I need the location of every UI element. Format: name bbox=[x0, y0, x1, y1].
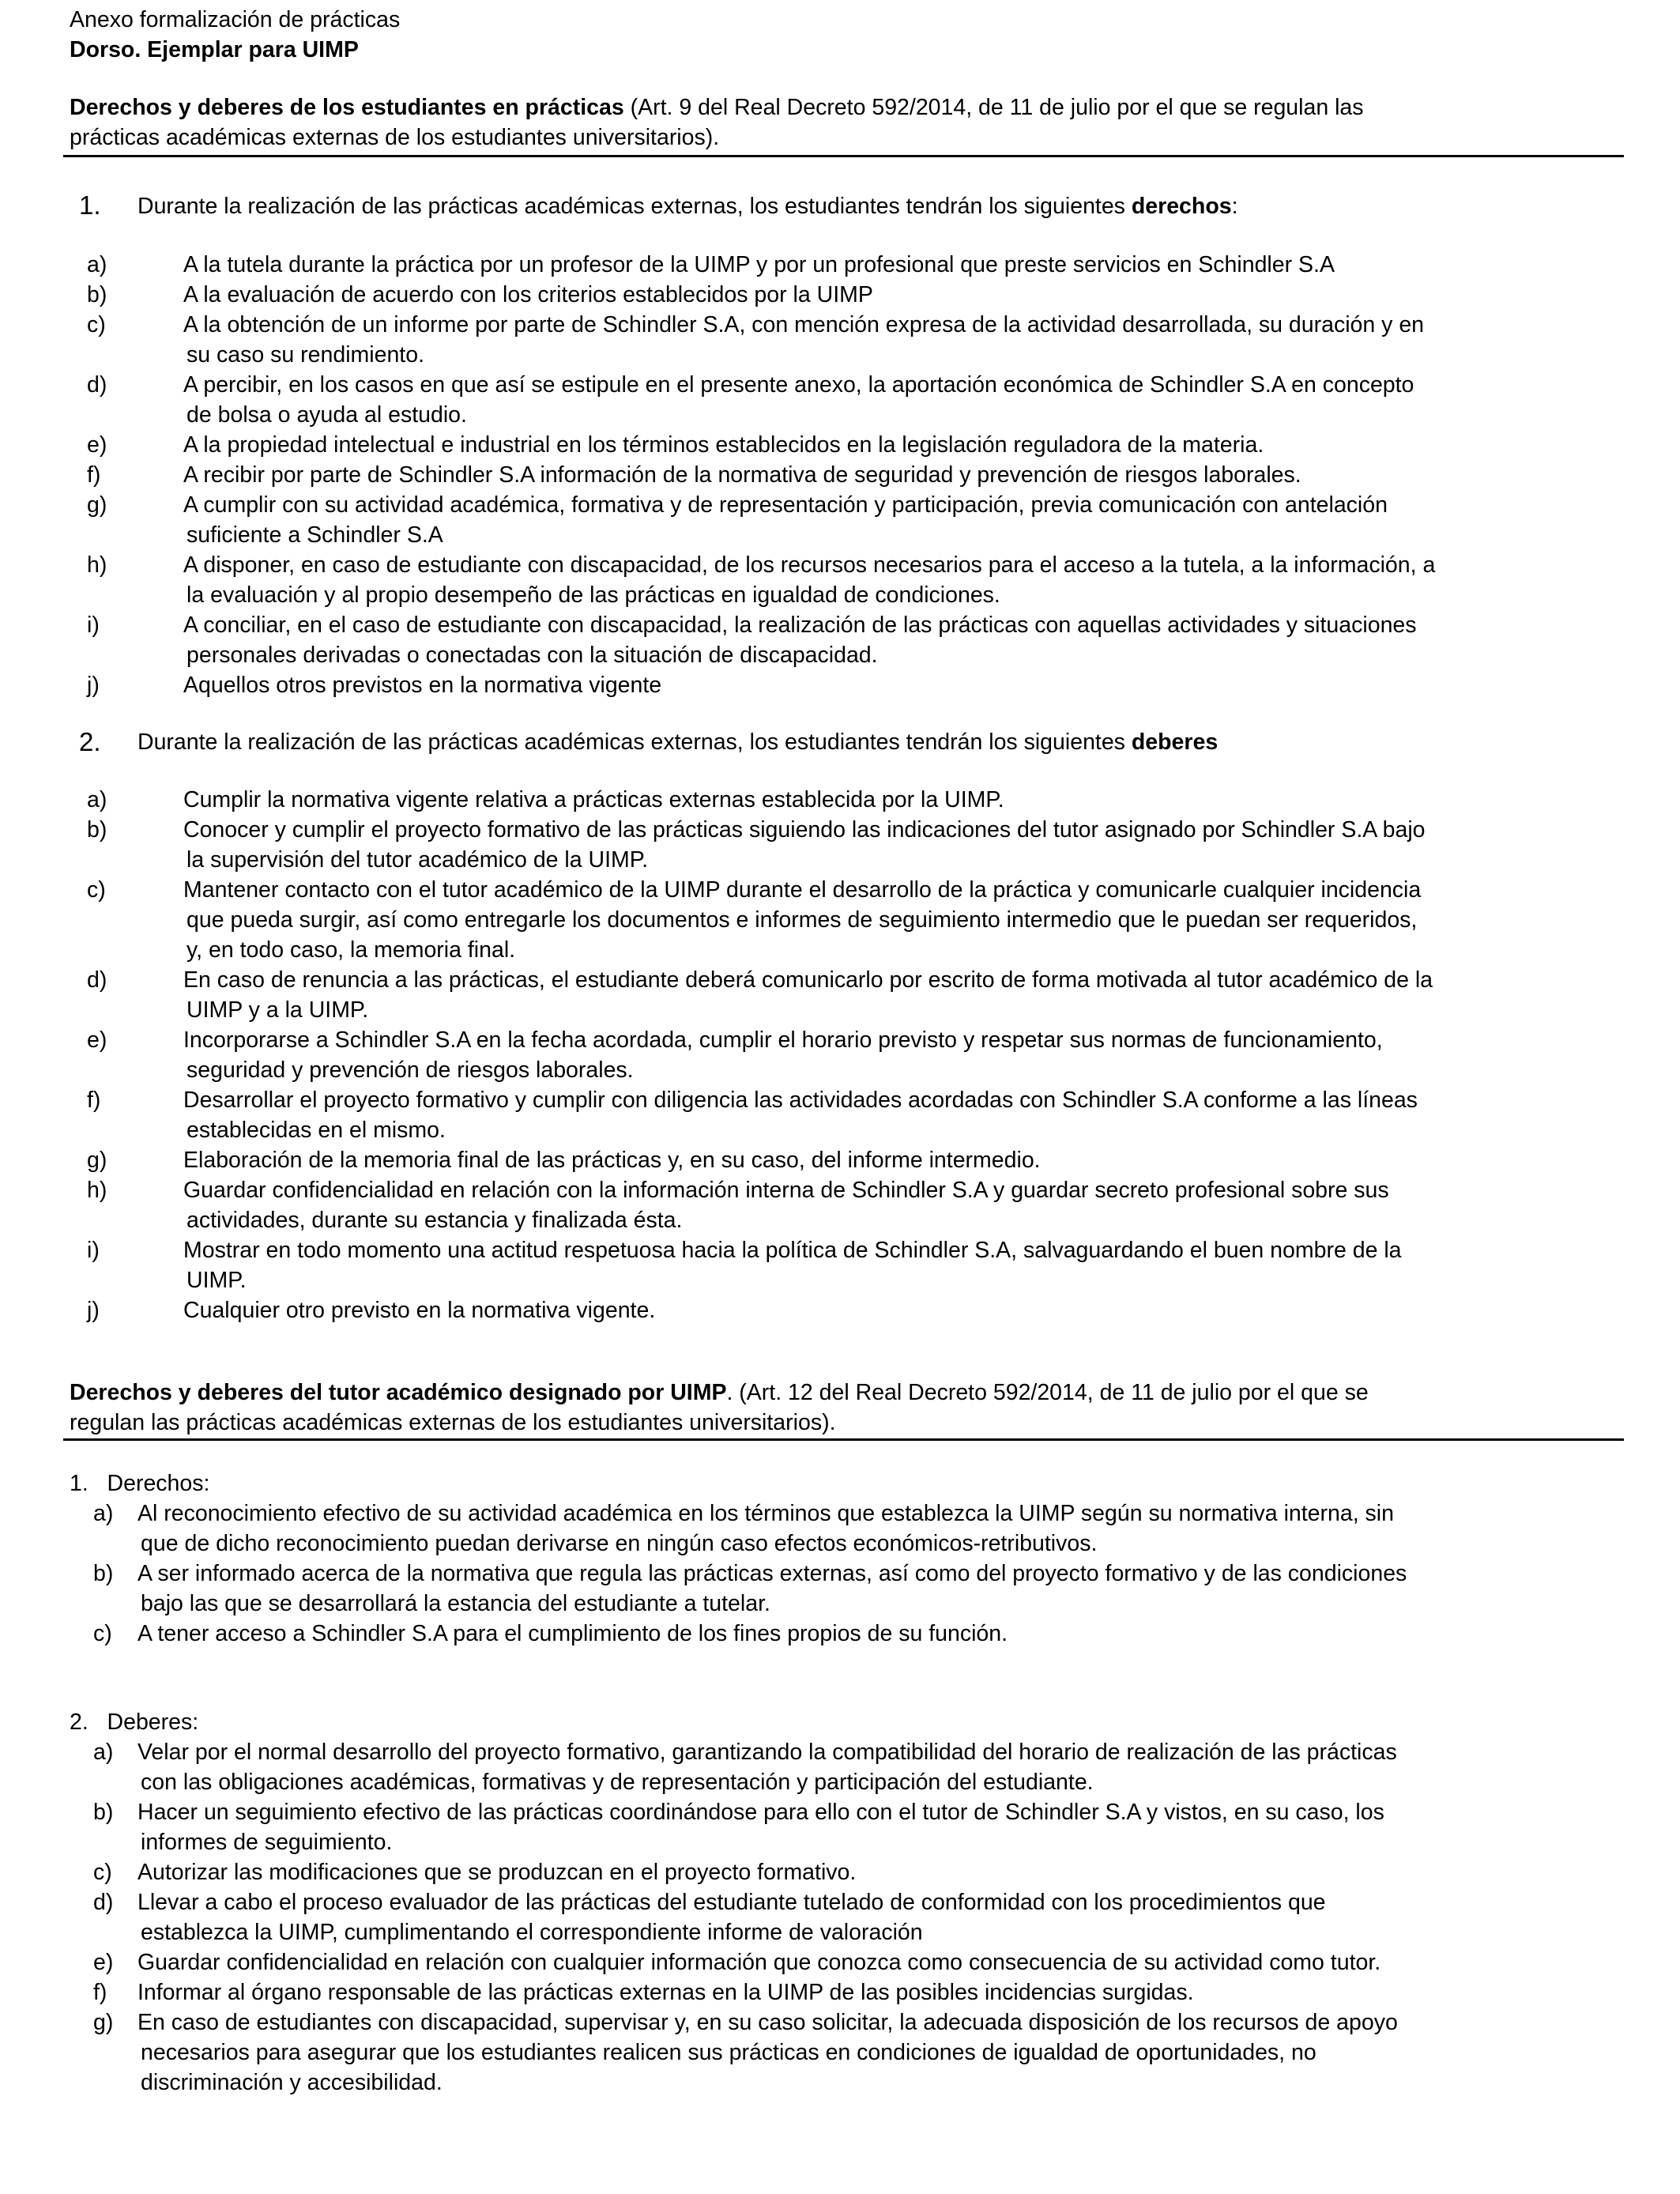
student-right-item-text: de bolsa o ayuda al estudio. bbox=[186, 402, 467, 428]
student-duty-item-text: UIMP. bbox=[186, 1268, 247, 1293]
student-duty-item-text: Elaboración de la memoria final de las prácticas y, en su caso, del informe intermedio. bbox=[183, 1148, 1041, 1173]
tutor-duty-item-label: e) bbox=[93, 1950, 114, 1975]
tutor-duty-item-text: Autorizar las modificaciones que se produzcan en el proyecto formativo. bbox=[137, 1860, 857, 1885]
section2-title-rest: . (Art. 12 del Real Decreto 592/2014, de 11 de julio por el que se bbox=[726, 1380, 1369, 1405]
student-duty-item-text: Cumplir la normativa vigente relativa a prácticas externas establecida por la UIMP. bbox=[183, 787, 1004, 812]
student-duty-item-text: Guardar confidencialidad en relación con la información interna de Schindler S.A y guardar secreto profesional sobre sus bbox=[183, 1178, 1389, 1203]
student-right-item-label: c) bbox=[87, 312, 106, 337]
student-duty-item-label: g) bbox=[87, 1148, 107, 1173]
section2-title bbox=[70, 1378, 1369, 1408]
tutor-right-item-text: A ser informado acerca de la normativa que regula las prácticas externas, así como del proyecto formativo y de las condiciones bbox=[137, 1561, 1407, 1586]
section1-title-line2: prácticas académicas externas de los estudiantes universitarios). bbox=[70, 125, 720, 150]
student-duty-item-label: j) bbox=[87, 1298, 100, 1323]
student-duty-item-text: En caso de renuncia a las prácticas, el estudiante deberá comunicarlo por escrito de forma motivada al tutor académico de la bbox=[183, 967, 1433, 993]
section1-divider bbox=[63, 155, 1624, 157]
student-duty-item-text: seguridad y prevención de riesgos laborales. bbox=[186, 1057, 634, 1083]
student-duty-item-text: Mostrar en todo momento una actitud respetuosa hacia la política de Schindler S.A, salvaguardando el buen nombre de la bbox=[183, 1238, 1402, 1263]
section2-title-line2: regulan las prácticas académicas externas de los estudiantes universitarios). bbox=[70, 1410, 836, 1435]
section1-part2-intro-text: Durante la realización de las prácticas académicas externas, los estudiantes tendrán los siguientes bbox=[137, 729, 1132, 755]
student-right-item-label: h) bbox=[87, 552, 107, 578]
tutor-duty-item-label: f) bbox=[93, 1980, 107, 2005]
header-annex-title: Anexo formalización de prácticas bbox=[70, 7, 401, 32]
section1-part2-number: 2. bbox=[79, 727, 101, 756]
student-right-item-text: A disponer, en caso de estudiante con discapacidad, de los recursos necesarios para el acceso a la tutela, a la información, a bbox=[183, 552, 1436, 578]
student-right-item-text: Aquellos otros previstos en la normativa vigente bbox=[183, 673, 662, 698]
student-right-item-text: A la propiedad intelectual e industrial en los términos establecidos en la legislación reguladora de la materia. bbox=[183, 432, 1264, 458]
student-right-item-text: suficiente a Schindler S.A bbox=[186, 522, 443, 548]
section2-divider bbox=[63, 1438, 1624, 1441]
tutor-duty-item-text: Hacer un seguimiento efectivo de las prácticas coordinándose para ello con el tutor de Schindler S.A y vistos, en su caso, los bbox=[137, 1800, 1384, 1825]
section1-title-bold: Derechos y deberes de los estudiantes en prácticas bbox=[70, 95, 624, 120]
tutor-right-item-text: bajo las que se desarrollará la estancia del estudiante a tutelar. bbox=[141, 1591, 770, 1616]
student-duty-item-label: c) bbox=[87, 877, 106, 903]
student-duty-item-text: Cualquier otro previsto en la normativa vigente. bbox=[183, 1298, 656, 1323]
student-duty-item-text: Conocer y cumplir el proyecto formativo de las prácticas siguiendo las indicaciones del tutor asignado por Schindler S.A bajo bbox=[183, 817, 1426, 843]
tutor-duty-item-text: Velar por el normal desarrollo del proyecto formativo, garantizando la compatibilidad del horario de realización de las prácticas bbox=[137, 1740, 1397, 1765]
section1-part1-number: 1. bbox=[79, 190, 101, 220]
student-right-item-label: a) bbox=[87, 252, 107, 277]
section1-part1-intro-text: Durante la realización de las prácticas académicas externas, los estudiantes tendrán los siguientes bbox=[137, 194, 1132, 219]
tutor-duty-item-text: Llevar a cabo el proceso evaluador de las prácticas del estudiante tutelado de conformidad con los procedimientos que bbox=[137, 1890, 1326, 1915]
tutor-duty-item-text: con las obligaciones académicas, formativas y de representación y participación del estudiante. bbox=[141, 1770, 1094, 1795]
student-right-item-text: A la obtención de un informe por parte de Schindler S.A, con mención expresa de la actividad desarrollada, su duración y en bbox=[183, 312, 1425, 337]
student-right-item-text: personales derivadas o conectadas con la situación de discapacidad. bbox=[186, 643, 878, 668]
student-right-item-label: f) bbox=[87, 462, 101, 488]
student-duty-item-text: Incorporarse a Schindler S.A en la fecha acordada, cumplir el horario previsto y respetar sus normas de funcionamiento, bbox=[183, 1027, 1383, 1053]
student-right-item-label: g) bbox=[87, 492, 107, 518]
student-right-item-label: j) bbox=[87, 673, 100, 698]
student-right-item-label: i) bbox=[87, 613, 100, 638]
student-right-item-text: A conciliar, en el caso de estudiante con discapacidad, la realización de las prácticas con aquellas actividades y situaciones bbox=[183, 613, 1417, 638]
tutor-duty-item-text: En caso de estudiantes con discapacidad, supervisar y, en su caso solicitar, la adecuada disposición de los recursos de apoyo bbox=[137, 2010, 1398, 2035]
tutor-duty-item-label: g) bbox=[93, 2010, 114, 2035]
student-duty-item-text: Mantener contacto con el tutor académico de la UIMP durante el desarrollo de la práctica y comunicarle cualquier incidencia bbox=[183, 877, 1422, 903]
section1-part1-intro-bold: derechos bbox=[1131, 194, 1232, 219]
section1-part2-intro bbox=[137, 727, 1218, 757]
student-duty-item-label: b) bbox=[87, 817, 107, 843]
tutor-right-item-label: c) bbox=[93, 1621, 112, 1646]
tutor-duty-item-label: c) bbox=[93, 1860, 112, 1885]
tutor-duty-item-text: necesarios para asegurar que los estudiantes realicen sus prácticas en condiciones de igualdad de oportunidades, no bbox=[141, 2040, 1317, 2065]
tutor-duty-item-text: discriminación y accesibilidad. bbox=[141, 2070, 443, 2095]
tutor-duty-item-label: a) bbox=[93, 1740, 114, 1765]
tutor-right-item-label: a) bbox=[93, 1501, 114, 1526]
student-right-item-text: A la evaluación de acuerdo con los criterios establecidos por la UIMP bbox=[183, 282, 873, 307]
tutor-right-item-text: A tener acceso a Schindler S.A para el cumplimiento de los fines propios de su función. bbox=[137, 1621, 1008, 1646]
tutor-duty-item-text: Informar al órgano responsable de las prácticas externas en la UIMP de las posibles incidencias surgidas. bbox=[137, 1980, 1194, 2005]
student-duty-item-label: h) bbox=[87, 1178, 107, 1203]
student-right-item-label: e) bbox=[87, 432, 107, 458]
section2-rights-heading: 1. Derechos: bbox=[70, 1471, 210, 1496]
tutor-duty-item-text: Guardar confidencialidad en relación con cualquier información que conozca como consecuencia de su actividad como tutor. bbox=[137, 1950, 1381, 1975]
section1-part2-intro-bold: deberes bbox=[1131, 729, 1219, 755]
student-duty-item-text: la supervisión del tutor académico de la UIMP. bbox=[186, 847, 649, 873]
student-duty-item-label: d) bbox=[87, 967, 107, 993]
student-duty-item-text: establecidas en el mismo. bbox=[186, 1118, 446, 1143]
section1-title bbox=[70, 92, 1364, 123]
header-copy-label: Dorso. Ejemplar para UIMP bbox=[70, 37, 359, 62]
student-duty-item-text: Desarrollar el proyecto formativo y cumplir con diligencia las actividades acordadas con Schindler S.A conforme a las líneas bbox=[183, 1088, 1418, 1113]
student-duty-item-text: UIMP y a la UIMP. bbox=[186, 997, 369, 1023]
tutor-duty-item-text: informes de seguimiento. bbox=[141, 1830, 393, 1855]
student-right-item-text: A cumplir con su actividad académica, formativa y de representación y participación, previa comunicación con antelación bbox=[183, 492, 1388, 518]
section1-part1-intro-end: : bbox=[1231, 194, 1238, 219]
tutor-duty-item-text: establezca la UIMP, cumplimentando el correspondiente informe de valoración bbox=[141, 1920, 923, 1945]
student-right-item-text: A percibir, en los casos en que así se estipule en el presente anexo, la aportación económica de Schindler S.A en concepto bbox=[183, 372, 1414, 398]
student-right-item-text: A recibir por parte de Schindler S.A información de la normativa de seguridad y prevención de riesgos laborales. bbox=[183, 462, 1301, 488]
student-duty-item-label: a) bbox=[87, 787, 107, 812]
student-duty-item-text: que pueda surgir, así como entregarle los documentos e informes de seguimiento intermedio que le puedan ser requeridos, bbox=[186, 907, 1418, 933]
student-duty-item-label: f) bbox=[87, 1088, 101, 1113]
tutor-right-item-text: Al reconocimiento efectivo de su actividad académica en los términos que establezca la UIMP según su normativa interna, sin bbox=[137, 1501, 1394, 1526]
tutor-right-item-label: b) bbox=[93, 1561, 114, 1586]
section2-title-bold: Derechos y deberes del tutor académico designado por UIMP bbox=[70, 1380, 727, 1405]
student-right-item-text: A la tutela durante la práctica por un profesor de la UIMP y por un profesional que preste servicios en Schindler S.A bbox=[183, 252, 1335, 277]
student-right-item-text: la evaluación y al propio desempeño de las prácticas en igualdad de condiciones. bbox=[186, 582, 1000, 608]
student-duty-item-label: e) bbox=[87, 1027, 107, 1053]
tutor-duty-item-label: b) bbox=[93, 1800, 114, 1825]
student-duty-item-label: i) bbox=[87, 1238, 100, 1263]
section1-title-rest: (Art. 9 del Real Decreto 592/2014, de 11 de julio por el que se regulan las bbox=[623, 95, 1364, 120]
student-right-item-text: su caso su rendimiento. bbox=[186, 342, 424, 368]
student-duty-item-text: y, en todo caso, la memoria final. bbox=[186, 937, 516, 963]
student-right-item-label: b) bbox=[87, 282, 107, 307]
section2-duties-heading: 2. Deberes: bbox=[70, 1710, 199, 1735]
section1-part1-intro bbox=[137, 191, 1238, 221]
tutor-right-item-text: que de dicho reconocimiento puedan derivarse en ningún caso efectos económicos-retributivos. bbox=[141, 1531, 1098, 1556]
student-duty-item-text: actividades, durante su estancia y finalizada ésta. bbox=[186, 1208, 683, 1233]
tutor-duty-item-label: d) bbox=[93, 1890, 114, 1915]
student-right-item-label: d) bbox=[87, 372, 107, 398]
